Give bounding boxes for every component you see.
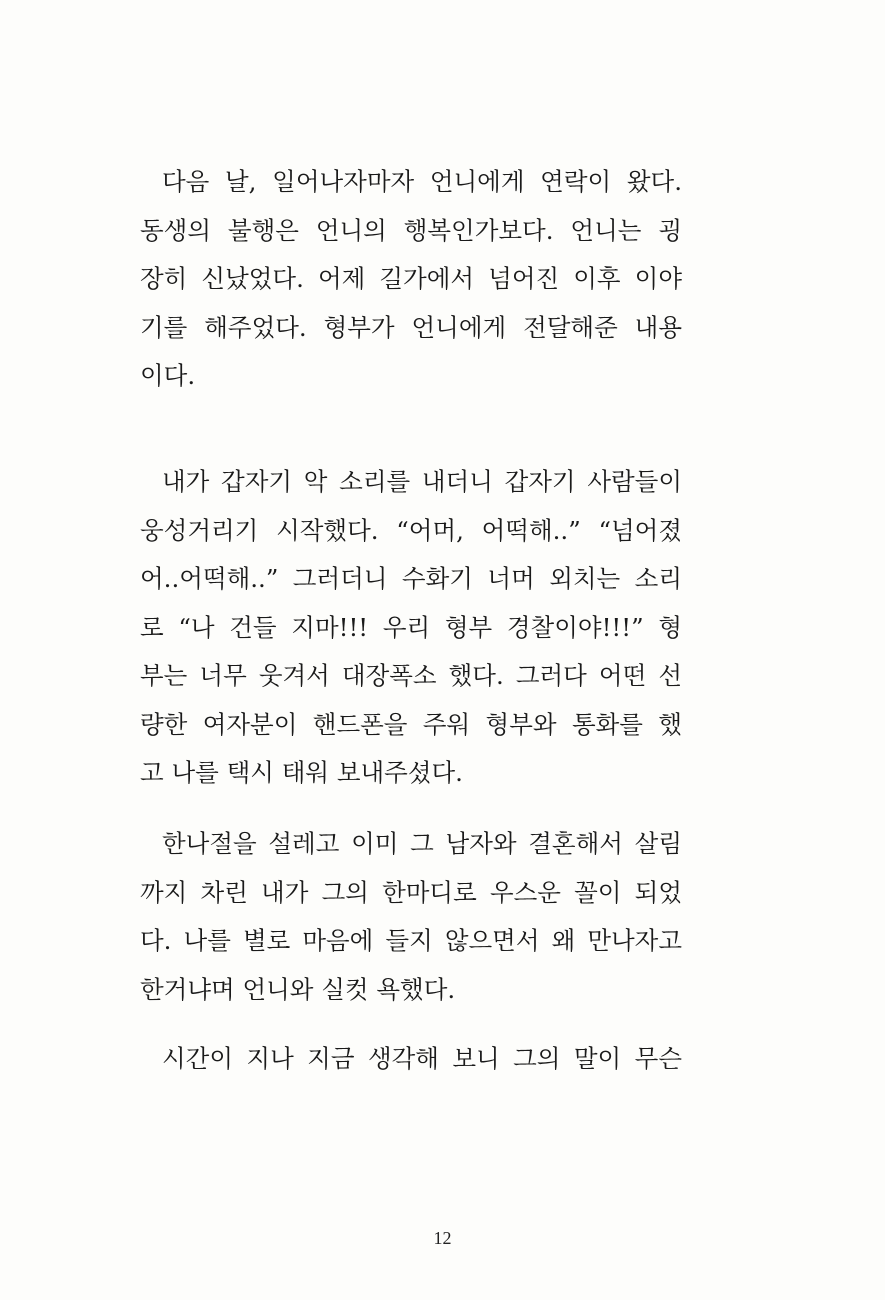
text-line: 까지 차린 내가 그의 한마디로 우스운 꼴이 되었 — [140, 877, 682, 907]
text-line: 기를 해주었다. 형부가 언니에게 전달해준 내용 — [140, 312, 682, 342]
paragraph-3 — [140, 820, 682, 1014]
text-line: 다. 나를 별로 마음에 들지 않으면서 왜 만나자고 — [140, 926, 682, 955]
text-line: 내가 갑자기 악 소리를 내더니 갑자기 사람들이 — [162, 467, 682, 496]
text-line: 한나절을 설레고 이미 그 남자와 결혼해서 살림 — [162, 829, 682, 858]
text-line: 동생의 불행은 언니의 행복인가보다. 언니는 굉 — [140, 215, 682, 245]
text-line: 량한 여자분이 핸드폰을 주워 형부와 통화를 했 — [140, 709, 682, 739]
text-line: 로 “나 건들 지마!!! 우리 형부 경찰이야!!!” 형 — [140, 612, 682, 642]
text-line: 장히 신났었다. 어제 길가에서 넘어진 이후 이야 — [140, 264, 682, 293]
page-number: 12 — [433, 1228, 452, 1248]
text-line: 이다. — [140, 361, 196, 390]
text-line: 다음 날, 일어나자마자 언니에게 연락이 왔다. — [162, 167, 682, 196]
text-line: 시간이 지나 지금 생각해 보니 그의 말이 무슨 — [162, 1044, 682, 1073]
text-line: 어..어떡해..” 그러더니 수화기 너머 외치는 소리 — [140, 564, 682, 593]
paragraph-2 — [140, 458, 682, 798]
paragraph-1 — [140, 158, 682, 401]
text-line: 웅성거리기 시작했다. “어머, 어떡해..” “넘어졌 — [140, 515, 682, 545]
text-line: 고 나를 택시 태워 보내주셨다. — [140, 758, 463, 787]
paragraph-4 — [140, 1035, 682, 1084]
text-line: 부는 너무 웃겨서 대장폭소 했다. 그러다 어떤 선 — [140, 661, 682, 690]
text-line: 한거냐며 언니와 실컷 욕했다. — [140, 974, 456, 1004]
